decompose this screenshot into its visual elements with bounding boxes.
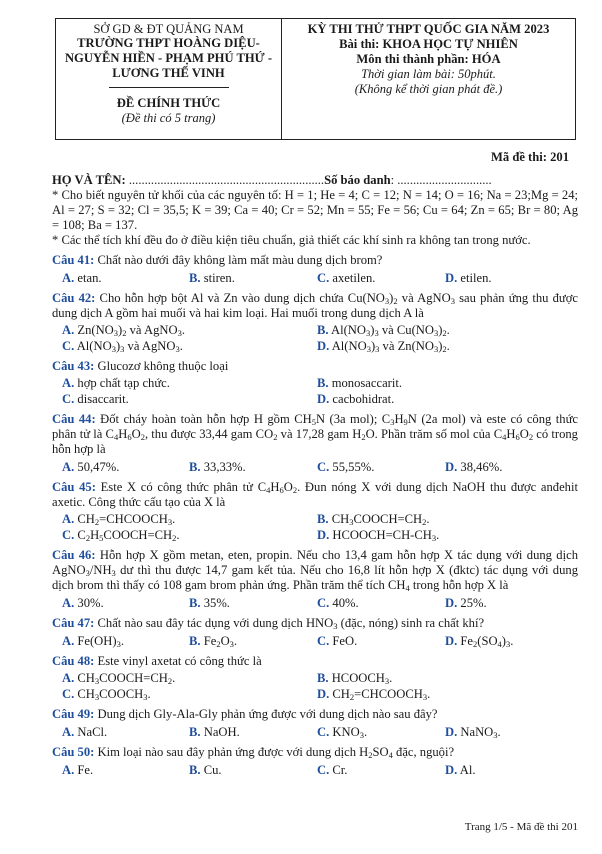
option-c[interactable]: C. axetilen. — [317, 271, 376, 285]
option-b[interactable]: B. $CH_3COOCH=CH_2$. — [317, 512, 430, 527]
option-a[interactable]: A. $Zn(NO_3)_2$ và AgNO$_3$. — [62, 323, 185, 338]
exam-time-note: (Không kể thời gian phát đề.) — [354, 82, 503, 96]
header-right — [282, 19, 575, 139]
question-text: Este vinyl axetat có công thức là — [97, 654, 262, 668]
id-label: Số báo danh — [324, 173, 391, 187]
option-d[interactable]: D. $CH_2=CHCOOCH_3$. — [317, 687, 431, 702]
option-a[interactable]: A. 30%. — [62, 596, 104, 610]
question-label: Câu 49: — [52, 707, 95, 721]
question-45 — [52, 480, 578, 543]
option-c[interactable]: C. 55,55%. — [317, 460, 375, 474]
option-b[interactable]: B. $Al(NO_3)_3$ và $Cu(NO_3)_2$. — [317, 323, 450, 338]
option-a[interactable]: A. $Fe(OH)_3$. — [62, 634, 124, 649]
option-c[interactable]: C. $Al(NO_3)_3$ và AgNO$_3$. — [62, 339, 183, 354]
exam-title: KỲ THI THỬ THPT QUỐC GIA NĂM 2023 — [307, 22, 550, 36]
option-a[interactable]: A. hợp chất tạp chức. — [62, 376, 170, 390]
school-line-3: LƯƠNG THẾ VINH — [112, 66, 225, 80]
header-divider — [109, 87, 229, 88]
question-label: Câu 43: — [52, 359, 95, 373]
option-c[interactable]: C. disaccarit. — [62, 392, 129, 406]
option-a[interactable]: A. $CH_3COOCH=CH_2$. — [62, 671, 176, 686]
subject-exam: Bài thi: KHOA HỌC TỰ NHIÊN — [339, 37, 518, 51]
question-text: Chất nào sau đây tác dụng với dung dịch $HNO_3$ (đặc, nóng) sinh ra chất khí? — [97, 616, 485, 631]
option-b[interactable]: B. NaOH. — [189, 725, 240, 739]
question-text: Este X có công thức phân tử $C_4H_6O_2$. Đun nóng X với dung dịch NaOH thu được anđehit axetic. Công thức cấu tạo của X là — [52, 480, 578, 509]
question-label: Câu 47: — [52, 616, 95, 630]
department: SỞ GD & ĐT QUẢNG NAM — [93, 22, 244, 36]
option-b[interactable]: B. $Fe_2O_3$. — [189, 634, 238, 649]
question-44 — [52, 412, 578, 475]
question-label: Câu 50: — [52, 745, 95, 759]
question-41 — [52, 253, 578, 286]
option-d[interactable]: D. etilen. — [445, 271, 492, 285]
question-46 — [52, 548, 578, 611]
student-info — [52, 173, 578, 188]
school-line-2: NGUYỄN HIỀN - PHẠM PHÚ THỨ - — [64, 51, 273, 65]
option-d[interactable]: D. NaNO$_3$. — [445, 725, 501, 740]
option-a[interactable]: A. 50,47%. — [62, 460, 120, 474]
school-line-1: TRƯỜNG THPT HOÀNG DIỆU- — [77, 36, 260, 50]
option-d[interactable]: D. cacbohidrat. — [317, 392, 395, 406]
exam-code: Mã đề thi: 201 — [490, 150, 569, 164]
name-field[interactable]: .............................................................. — [128, 173, 325, 187]
option-a[interactable]: A. etan. — [62, 271, 102, 285]
option-c[interactable]: C. Cr. — [317, 763, 348, 777]
component-subject: Môn thi thành phần: HÓA — [356, 52, 501, 66]
page-footer: Trang 1/5 - Mã đề thi 201 — [464, 821, 578, 833]
exam-time: Thời gian làm bài: 50phút. — [361, 67, 496, 81]
atomic-mass-note: * Cho biết nguyên tử khối của các nguyên tố: H = 1; He = 4; C = 12; N = 14; O = 16; Na = 23;Mg = 24; Al = 27; S = 32; Cl = 35,5; K = 39; Ca = 40; Cr = 52; Mn = 55; Fe = 56; Cu = 64; Zn = 65; Br = 80; Ag = 108; Ba = 137. — [52, 188, 578, 232]
option-c[interactable]: C. FeO. — [317, 634, 358, 648]
question-label: Câu 46: — [52, 548, 96, 562]
option-d[interactable]: D. 38,46%. — [445, 460, 503, 474]
question-48 — [52, 654, 578, 702]
question-label: Câu 45: — [52, 480, 96, 494]
option-b[interactable]: B. Cu. — [189, 763, 222, 777]
question-47 — [52, 616, 578, 649]
pages-note: (Đề thi có 5 trang) — [121, 111, 216, 125]
option-b[interactable]: B. 35%. — [189, 596, 230, 610]
question-text: Glucozơ không thuộc loại — [97, 359, 229, 373]
option-b[interactable]: B. stiren. — [189, 271, 235, 285]
option-b[interactable]: B. 33,33%. — [189, 460, 246, 474]
question-label: Câu 41: — [52, 253, 95, 267]
question-label: Câu 44: — [52, 412, 96, 426]
id-field[interactable]: : .............................. — [390, 173, 492, 187]
question-label: Câu 48: — [52, 654, 95, 668]
option-b[interactable]: B. monosaccarit. — [317, 376, 403, 390]
option-c[interactable]: C. $C_2H_5COOCH=CH_2$. — [62, 528, 180, 543]
option-a[interactable]: A. Fe. — [62, 763, 94, 777]
question-text: Đốt cháy hoàn toàn hỗn hợp H gồm $CH_5N$ (3a mol); $C_3H_9N$ (2a mol) và este có công thức phân tử là $C_4H_6O_2$, thu được 33,44 gam $CO_2$ và 17,28 gam $H_2O$. Phần trăm số mol của $C_4H_6O_2$ có trong hỗn hợp là — [52, 412, 578, 456]
option-a[interactable]: A. NaCl. — [62, 725, 108, 739]
question-text: Hỗn hợp X gồm metan, eten, propin. Nếu cho 13,4 gam hỗn hợp X tác dụng với dung dịch $AgNO_3/NH_3$ dư thì thu được 14,7 gam kết tủa. Nếu cho 16,8 lít hỗn hợp X (đktc) tác dụng với dung dịch brom thì thấy có 108 gam brom phản ứng. Phần trăm thể tích $CH_4$ trong hỗn hợp X là — [52, 548, 578, 593]
question-text: Dung dịch Gly-Ala-Gly phản ứng được với dung dịch nào sau đây? — [97, 707, 438, 721]
option-a[interactable]: A. $CH_2=CHCOOCH_3$. — [62, 512, 176, 527]
gas-note: * Các thể tích khí đều đo ở điều kiện tiêu chuẩn, giả thiết các khí sinh ra không tan trong nước. — [52, 233, 531, 247]
option-d[interactable]: D. $HCOOCH=CH-CH_3$. — [317, 528, 440, 543]
option-d[interactable]: D. Al. — [445, 763, 476, 777]
header-left — [56, 19, 282, 139]
option-c[interactable]: C. $CH_3COOCH_3$. — [62, 687, 151, 702]
question-text: Cho hỗn hợp bột Al và Zn vào dung dịch chứa $Cu(NO_3)_2$ và AgNO$_3$ sau phản ứng thu được dung dịch A gồm hai muối và hai kim loại. Hai muối trong dung dịch A là — [52, 291, 578, 320]
exam-header — [55, 18, 576, 140]
question-label: Câu 42: — [52, 291, 96, 305]
option-d[interactable]: D. $Fe_2(SO_4)_3$. — [445, 634, 514, 649]
official-label: ĐỀ CHÍNH THỨC — [116, 96, 221, 110]
question-text: Kim loại nào sau đây phản ứng được với dung dịch $H_2SO_4$ đặc, nguội? — [97, 745, 455, 760]
question-50 — [52, 745, 578, 778]
question-49 — [52, 707, 578, 740]
option-c[interactable]: C. $KNO_3$. — [317, 725, 368, 740]
question-43 — [52, 359, 578, 407]
option-c[interactable]: C. 40%. — [317, 596, 359, 610]
option-d[interactable]: D. 25%. — [445, 596, 487, 610]
question-text: Chất nào dưới đây không làm mất màu dung dịch brom? — [97, 253, 383, 267]
name-label: HỌ VÀ TÊN: — [52, 173, 126, 187]
exam-content — [52, 173, 578, 778]
question-42 — [52, 291, 578, 354]
option-b[interactable]: B. $HCOOCH_3$. — [317, 671, 393, 686]
option-d[interactable]: D. $Al(NO_3)_3$ và $Zn(NO_3)_2$. — [317, 339, 450, 354]
